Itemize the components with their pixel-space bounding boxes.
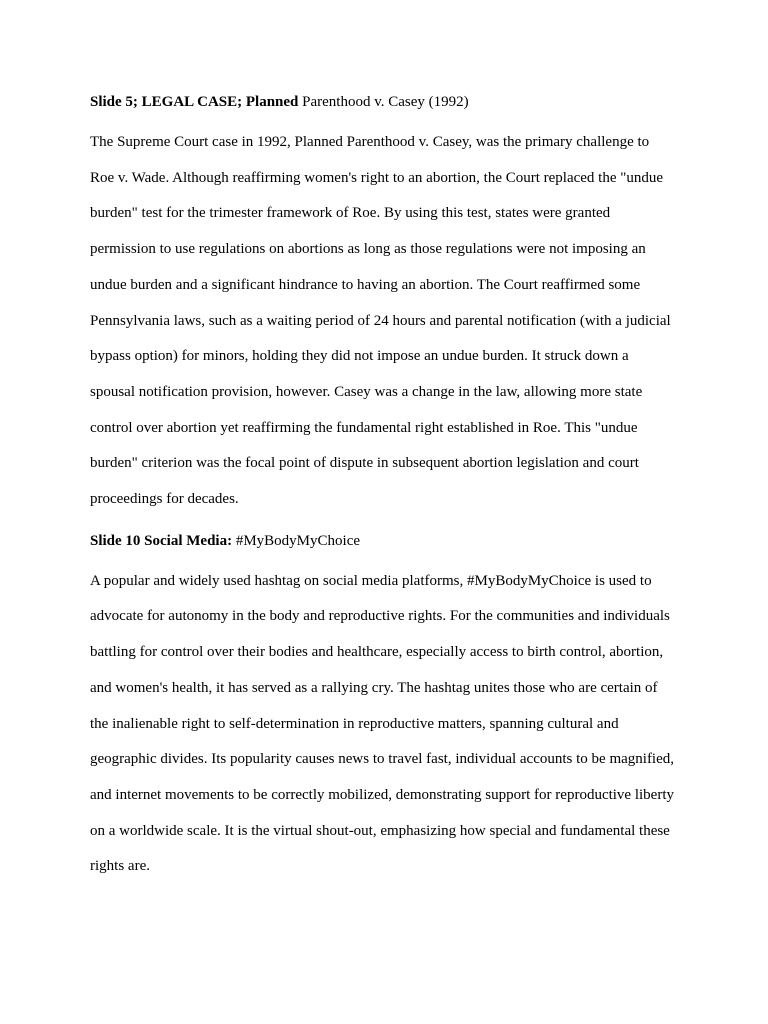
text-line: Pennsylvania laws, such as a waiting period of 24 hours and parental notification (with a judicial xyxy=(90,312,671,329)
text-line: on a worldwide scale. It is the virtual shout-out, emphasizing how special and fundamental these xyxy=(90,822,670,839)
text-line: advocate for autonomy in the body and reproductive rights. For the communities and individuals xyxy=(90,608,670,625)
section-legal-case xyxy=(90,89,682,518)
heading-rest: Parenthood v. Casey (1992) xyxy=(298,94,469,110)
text-line: burden" test for the trimester framework of Roe. By using this test, states were granted xyxy=(90,205,611,222)
section-heading xyxy=(90,89,682,116)
text-line: the inalienable right to self-determination in reproductive matters, spanning cultural and xyxy=(90,715,619,732)
text-line: undue burden and a significant hindrance to having an abortion. The Court reaffirmed some xyxy=(90,276,641,293)
text-line: battling for control over their bodies and healthcare, especially access to birth control, abortion, xyxy=(90,644,664,661)
text-line: Roe v. Wade. Although reaffirming women's right to an abortion, the Court replaced the "undue xyxy=(90,169,664,186)
text-line: burden" criterion was the focal point of dispute in subsequent abortion legislation and court xyxy=(90,455,639,472)
section-spacer xyxy=(90,518,682,528)
text-line: and internet movements to be correctly mobilized, demonstrating support for reproductive liberty xyxy=(90,786,674,803)
text-line: spousal notification provision, however. Casey was a change in the law, allowing more state xyxy=(90,383,643,400)
text-line: control over abortion yet reaffirming the fundamental right established in Roe. This "undue xyxy=(90,419,638,436)
text-line: and women's health, it has served as a rallying cry. The hashtag unites those who are certain of xyxy=(90,679,658,696)
text-line: geographic divides. Its popularity causes news to travel fast, individual accounts to be magnified, xyxy=(90,751,675,768)
text-line: The Supreme Court case in 1992, Planned Parenthood v. Casey, was the primary challenge to xyxy=(90,134,650,150)
heading-bold: Slide 5; LEGAL CASE; Planned xyxy=(90,94,299,110)
text-line: permission to use regulations on abortions as long as those regulations were not imposing an xyxy=(90,241,646,258)
section-social-media xyxy=(90,528,682,885)
paragraph xyxy=(90,564,682,885)
heading-rest: #MyBodyMyChoice xyxy=(232,532,361,549)
text-line: rights are. xyxy=(90,858,150,875)
text-line: A popular and widely used hashtag on social media platforms, #MyBodyMyChoice is used to xyxy=(90,572,652,589)
heading-bold: Slide 10 Social Media: xyxy=(90,532,233,549)
text-line: bypass option) for minors, holding they did not impose an undue burden. It struck down a xyxy=(90,348,629,365)
text-line: proceedings for decades. xyxy=(90,491,239,508)
document-body xyxy=(90,89,682,885)
paragraph xyxy=(90,125,682,518)
section-heading xyxy=(90,528,682,555)
